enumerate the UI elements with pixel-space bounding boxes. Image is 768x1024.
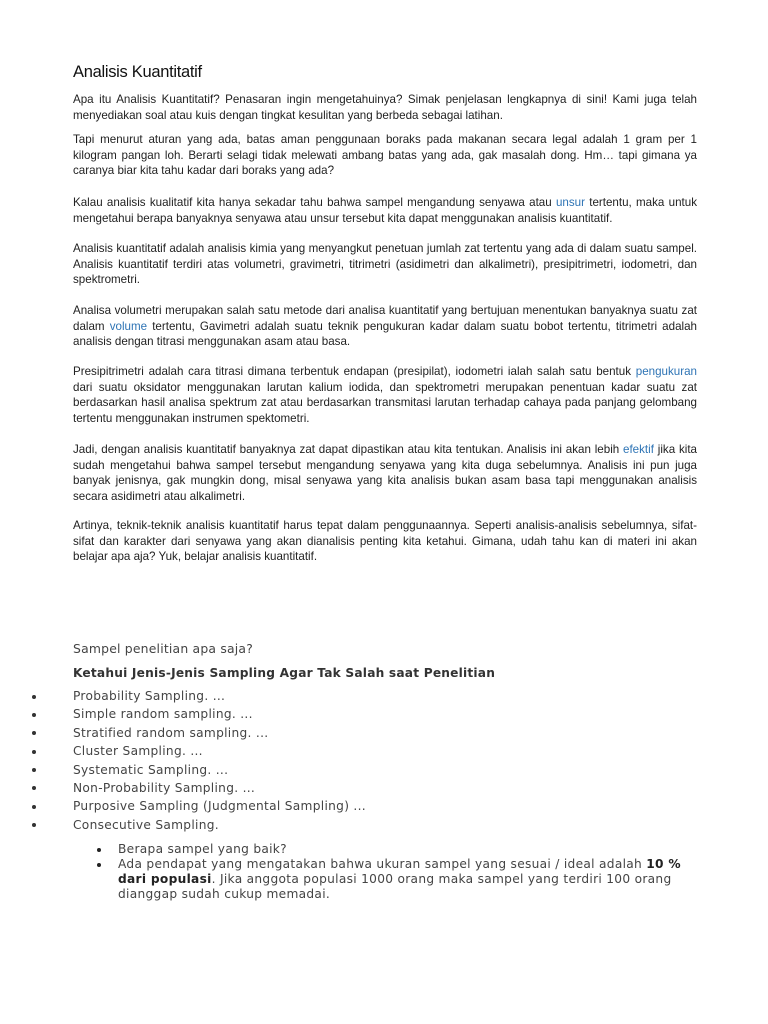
bullet-icon — [32, 750, 36, 754]
definition-paragraph: Analisis kuantitatif adalah analisis kimia yang menyangkut penetuan jumlah zat tertentu yang ada di dalam suatu sampel. Analisis kuantitatif terdiri atas volumetri, gravimetri, titrimetri (asidimetri dan alkalimetri), presipitrimetri, iodometri, dan spektrometri. — [73, 242, 697, 287]
jadi-paragraph — [73, 442, 697, 504]
list-item — [0, 687, 366, 705]
list-item — [0, 779, 366, 797]
kualitatif-paragraph — [73, 195, 697, 226]
list-item-label: Non-Probability Sampling. ... — [73, 780, 256, 795]
link-pengukuran[interactable]: pengukuran — [635, 365, 697, 378]
list-item — [0, 857, 700, 902]
text-segment: Jadi, dengan analisis kuantitatif banyaknya zat dapat dipastikan atau kita tentukan. Analisis ini akan lebih — [73, 443, 624, 456]
intro-paragraph: Apa itu Analisis Kuantitatif? Penasaran ingin mengetahuinya? Simak penjelasan lengkapnya di sini! Kami juga telah menyediakan soal atau kuis dengan tingkat kesulitan yang berbeda sebagai latihan. — [73, 93, 697, 122]
list-item — [0, 761, 366, 779]
list-item — [0, 816, 366, 834]
list-item-label: Systematic Sampling. ... — [73, 762, 229, 777]
text-segment: dari suatu oksidator menggunakan larutan kalium iodida, dan spektrometri merupakan penentuan kadar suatu zat berdasarkan hasil analisa spektrum zat atau berdasarkan transmitasi larutan terhadap cahaya pada panjang gelombang tertentu menggunakan instrumen spektometri. — [73, 380, 697, 425]
list-item-label: Berapa sampel yang baik? — [118, 842, 287, 856]
list-item-label: Probability Sampling. ... — [73, 689, 226, 703]
sampling-list — [0, 687, 366, 834]
sampling-heading: Ketahui Jenis-Jenis Sampling Agar Tak Salah saat Penelitian — [73, 666, 496, 680]
list-item — [0, 797, 366, 815]
text-segment: Analisa volumetri merupakan salah satu metode dari analisa kuantitatif yang bertujuan menentukan banyaknya suatu zat dalam — [73, 304, 697, 333]
bullet-icon — [32, 731, 36, 735]
text-segment: tertentu, maka untuk mengetahui berapa banyaknya senyawa atau unsur tersebut kita dapat menggunakan analisis kuantitatif. — [73, 196, 697, 225]
list-item-label: Stratified random sampling. ... — [73, 725, 269, 740]
artinya-paragraph: Artinya, teknik-teknik analisis kuantitatif harus tepat dalam penggunaannya. Seperti analisis-analisis sebelumnya, sifat-sifat dan karakter dari senyawa yang akan dianalisis penting kita ketahui. Gimana, udah tahu kan di materi ini akan belajar apa aja? Yuk, belajar analisis kuantitatif. — [73, 519, 697, 564]
text-segment: Presipitrimetri adalah cara titrasi dimana terbentuk endapan (presipilat), iodometri ialah salah satu bentuk — [73, 365, 636, 378]
list-item — [0, 705, 366, 723]
text-segment: tertentu, Gavimetri adalah suatu teknik pengukuran kadar dalam suatu bobot tertentu, titrimetri adalah analisis dengan titrasi menggunakan asam atau basa. — [73, 319, 697, 349]
text-segment: Kalau analisis kualitatif kita hanya sekadar tahu bahwa sampel mengandung senyawa atau — [73, 196, 556, 209]
list-item-label: Cluster Sampling. ... — [73, 744, 203, 759]
link-unsur[interactable]: unsur — [555, 196, 585, 209]
list-item-label: Simple random sampling. ... — [73, 707, 253, 722]
bullet-icon — [32, 695, 36, 699]
bullet-icon — [32, 805, 36, 809]
bullet-icon — [32, 713, 36, 717]
link-volume[interactable]: volume — [109, 319, 148, 333]
bold-segment: 10 % dari populasi — [118, 857, 681, 886]
list-item — [0, 724, 366, 742]
bullet-icon — [32, 786, 36, 790]
sample-size-list — [0, 842, 700, 902]
list-item-label: Consecutive Sampling. — [73, 817, 219, 832]
list-item-label: Purposive Sampling (Judgmental Sampling) ... — [73, 799, 366, 814]
bullet-icon — [97, 863, 101, 867]
presipitrimetri-paragraph — [73, 364, 697, 426]
volumetri-paragraph — [73, 303, 697, 350]
list-item — [0, 742, 366, 760]
text-segment: jika kita sudah mengetahui bahwa sampel tersebut mengandung senyawa yang kita duga sebelumnya. Analisis ini pun juga banyak jenisnya, gak mungkin dong, misal senyawa yang kita analisis bukan asam basa tapi menggunakan analisis secara asidimetri atau alkalimetri. — [73, 443, 697, 503]
document-title: Analisis Kuantitatif — [73, 63, 202, 81]
text-segment: . Jika anggota populasi 1000 orang maka sampel yang terdiri 100 orang dianggap sudah cukup memadai. — [118, 872, 672, 901]
link-efektif[interactable]: efektif — [623, 443, 654, 456]
sampel-question: Sampel penelitian apa saja? — [73, 641, 253, 656]
boraks-paragraph: Tapi menurut aturan yang ada, batas aman penggunaan boraks pada makanan secara legal adalah 1 gram per 1 kilogram pangan loh. Berarti selagi tidak melewati ambang batas yang ada, gak masalah dong. Hm… tapi gimana ya caranya biar kita tahu kadar dari boraks yang ada? — [73, 133, 697, 178]
text-segment: Ada pendapat yang mengatakan bahwa ukuran sampel yang sesuai / ideal adalah — [118, 857, 647, 871]
bullet-icon — [32, 768, 36, 772]
bullet-icon — [97, 848, 101, 852]
list-item — [0, 842, 700, 857]
bullet-icon — [32, 823, 36, 827]
